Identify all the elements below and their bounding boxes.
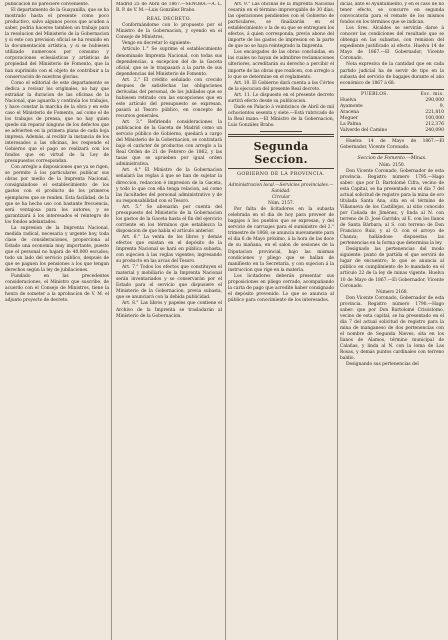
paragraph: Nota expresiva de la cantidad que en cada partido judicial ha de servir de tipo en la subasta del servicio de bagajes durante el año económico de 1867 á 68. (340, 62, 444, 86)
paragraph: Los Sres. Alcaldes se servirán darse á conocer las condiciones del resultado que se obtenga en las subastas, con remision del expediente justificado al efecto. Huelva 14 de Mayo de 1867.—El Gobernador, Vicente Coronado. (340, 26, 444, 62)
column-rule (111, 0, 112, 640)
table-cell: Aracena (340, 109, 359, 115)
column-3 (228, 2, 334, 638)
article: Art. 3.° Refiriendo consideraciones la publicacion de la Gaceta de Madrid como un servicio público de Gobierno, quedará a cargo del Ministerio de la Gobernacion, se contratará bajo el carácter de productos con arreglo a la Real Orden de 21 de Febrero de 1862, y las tasas que se aprueben por igual orden administrativa. (116, 120, 222, 168)
paragraph: El departamento de la Guayanilla, que se ha mostrado hasta el presente como poco productivo, salvo algunos pocos que acuden a saber, podria hacerse tambien un trabajo para la resolucion del Ministerio de la Gobernacion y si este con prevision oficial se ha reunido en la documentación artística, y si se hubiesen utilizado numerosos por consumo y corporaciones eclesiásticas y artísticas de propiedad del Ministerio de Fomento, que la han suprimido con el objeto de contribuir a la conservación de nuestras glorias. (5, 8, 109, 80)
paragraph: Conformándome con lo propuesto por el Ministro de la Gobernacion, y oyendo en el Consejo de Ministros, (116, 23, 222, 41)
paragraph: publicacion no parecíere conveniente. (5, 2, 90, 7)
divider (260, 131, 302, 132)
paragraph: Designando sus pertenencias del (346, 362, 419, 368)
table-cell: 290,000 (425, 97, 444, 103)
paragraph: Con arreglo a disposiciones que ya se rigen, se permite á los particulares publicar sus obras por medio de la Imprenta Nacional, consignándose el establecimiento de los gastos con el producto de los primeros ejemplares que se renden. Esta facilidad, de la que se ha hecho uso con bastante frecuencia, será ventajosa para los autores, y se garantizará á los interesados el reintegro de los fondos adelantados. (5, 165, 109, 225)
table-cell: Moguer (340, 116, 358, 122)
notice-number: Núm. 2150. (379, 162, 405, 168)
pueblos-table (340, 92, 444, 135)
table-cell: Valverde del Camino (340, 128, 388, 134)
section-heading: Seccion de Fomento.—Minas. (357, 156, 427, 162)
article: Art. 11. Lo dispuesto en el presente decreto surtirá efecto desde su publicacion. (228, 92, 334, 104)
table-cell: Huelva (340, 97, 357, 103)
table-cell: 221,810 (425, 109, 444, 115)
paragraph: Huelva 14 de Mayo de 1867.—El Gobernador, Vicente Coronado. (340, 139, 444, 151)
table-cell: La Palma (340, 122, 362, 128)
table-row (340, 128, 444, 134)
article: Art. 8.° Las libros y papeles que contiene el Archivo de la Imprenta se trasladarán al Ministerio de la Gobernacion. (116, 301, 222, 319)
divider (371, 153, 413, 154)
table-cell: Ayamonte (340, 103, 363, 109)
article: Artículo 1.° Se suprime el establecimiento denominado Imprenta Nacional, con todas sus dependencias, a excepcion del de la Gaceta oficial, que se le traspasará a la parte de sus dependencias del Ministerio de Fomento. (116, 47, 222, 77)
paragraph: Los licitadores deberán presentar sus proposiciones en pliego cerrado, acompañando la carta de pago que acredite haber consignado el depósito prevenido. Lo que se anuncia al público para conocimiento de los interesados. (228, 273, 334, 303)
table-cell: 9, (439, 103, 444, 109)
column-4 (340, 2, 444, 638)
article: Art. 10. El Gobierno dará cuenta a las Córtes de la ejecucion del presente Real decreto. (228, 80, 334, 92)
article: Art. 6.° La venta de los libros y demás efectos que existan en el depósito de la Imprenta Nacional se hará en pública subasta, con sujecion á las reglas vigentes; ingresando su producto en las arcas del Tesoro. (116, 234, 222, 265)
divider (228, 134, 334, 137)
decree-title: REAL DECRETO. (146, 17, 192, 23)
paragraph: dicial, ante el Ayuntamiento, y en el caso de no tener efecto, se concurre en segunda convocatoria para el remate de los mismos fondos en los términos que se indican. (340, 2, 444, 26)
circular-number: Núm. 2157. (268, 201, 294, 207)
section-title: Segunda Seccion. (253, 139, 309, 166)
article: Art. 4.° El Ministro de la Gobernacion señalará las reglas á que se han de sujetar la direccion, redaccion é impresion de la Gaceta, y todo lo que con ella tenga relacion, asi como las facultades del personal administrativo y de su responsabilidad con el Tesoro. (116, 168, 222, 204)
paragraph: Como el editorial de este departamento se dedica a revisar los originales, no hay que extrañar la duracion de las oficinas de la Nacional, que aguarda y continúa los trabajos, y hace constar la marcha de la obra y en este caso el Ministerio de Fomento, así como el de los trabajos de prensa, que no hay quien quede sin reparar ninguno de los defectos que se advierten en la primera plana de cada hoja impresa. Además, al recibir la instancia de los interesados a las oficinas, les responde el Gobierno que el pago se realizará con los fondos que en virtud de la Ley de presupuestos correspondan. (5, 80, 109, 165)
divider (228, 168, 334, 169)
column-1 (5, 2, 109, 638)
paragraph: Los encargados de las obras concluidas, en las cuales no hayan de admitirse reclamaciones ulteriores, acreditarán su derecho a percibir el importe de las obras que realicen, con arreglo a lo que se determine en el reglamento. (228, 50, 334, 80)
notice-number: Número 2168. (376, 289, 408, 295)
divider (340, 136, 444, 137)
table-header: Esc. mis. (420, 91, 444, 97)
paragraph: Don Vicente Coronado, Gobernador de esta provincia. Registro número 1790.—Hago saber: que por Don Bartolomé Crisóstomo, vecino de esta capital, se ha presentado en el dia 7 del actual solicitud de registro para la mina de manganeso de dos pertenencias con el nombre de Segunda Nieves, sita en los llanos de Alamos, término municipal de Calañas, y linda al N. con la loma de Las Rosas, y demás puntos cardinales con terreno baldío. (340, 295, 444, 362)
paragraph: Designado las pertenencias del modo siguiente: punto de partida el que servirá de lugar de encuentro; lo que se anuncia al público en cumplimiento de lo mandado en el artículo 22 de la ley de minas vigente. Huelva 10 de Mayo de 1867.—El Gobernador, Vicente Coronado. (340, 247, 444, 289)
table-cell: 240,090 (425, 128, 444, 134)
table-cell: 100,000 (425, 116, 444, 122)
column-rule (225, 0, 226, 640)
table-cell: 212,376 (425, 122, 444, 128)
paragraph: Fundado en las precedentes consideraciones, el Ministro que suscribe, de acuerdo con el Consejo de Ministros, tiene la honra de someter a la aprobacion de V. M. el adjunto proyecto de decreto. (5, 274, 109, 304)
article: Art. 2.° El crédito señalado con crecido despues de satisfechas las obligaciones derivadas del personal, de los jubilados que se hubiesen retirado con las excepciones que en este artículo del presupuesto se expresan, pasará al Tesoro público, en concepto de recursos generales. (116, 77, 222, 119)
paragraph: Madrid 25 de Abril de 1867.—SEÑORA.—A. L. R. P. de V. M.—Luis González Brabo. (116, 2, 222, 14)
paragraph: La supresion de la Imprenta Nacional, medida radical, necesaria y urgente hoy, toda clase de consideraciones, proporciona al Estado una economía muy importante, puesto que el personal no bajará de 40.000 escudos; todo un lado del servicio público, después de que se paguen los pensiones a los que tengan derechos según la ley de jubilaciones. (5, 225, 109, 274)
column-2 (116, 2, 222, 638)
column-rule (337, 0, 338, 640)
paragraph: Don Vicente Coronado, Gobernador de esta provincia. Registro número 1795.—Hago saber: que por D. Bartolomé Cifra, vecino de esta Capital, se ha presentado en el dia 7 del actual solicitud de registro para la mina de oro titulada Santa Ana, sita en el término de Villanueva de los Castillejos, al sitio conocido por Cañada de Jiménez, y linda al N. con terreno de D. José Garrido; al E. con los llanos de Santa Bárbara; al S. con terreno de Don Francisco Ruiz, y al O. con el arroyo de Chanza; hallándose dispuestas las pertenencias en la forma que determina la ley. (340, 168, 444, 247)
paragraph: Por falta de licitadores en la subasta celebrada en el dia de hoy para proveer de bagajes á los pueblos que se expresan, y del servicio de carruajes para el suministro del 2.° trimestre de 1868, se anuncia nuevamente para el dia 6 de Mayo próximo, á la hora de las doce de su mañana, en el salon de sesiones de la Diputacion provincial, bajo las mismas condiciones y pliego que se hallan de manifiesto en la Secretaría, y con sujecion á la instruccion que rige en la materia. (228, 207, 334, 273)
admin-heading: Administracion local.—Servicios provinciales.—Sanidad. (228, 182, 334, 195)
article: Art. 9.° Las oficinas de la Imprenta Nacional cesarán en el término improrogable de 30 días, las operaciones pendientes con el Gobierno de particulares, se finalizarán en el establecimiento o la de su que se entreguen los efectos, á quien corresponda, previo abono del importe de los gastos de impresion en la parte de que no se haya reintegrado la Imprenta. (228, 2, 334, 50)
section-subtitle: GOBIERNO DE LA PROVINCIA. (237, 171, 325, 177)
circular-heading: Circular (271, 195, 291, 201)
article: Art. 5.° Se abonarán por cuenta del presupuesto del Ministerio de la Gobernacion los gastos de la Gaceta hasta el fin del ejercicio corriente en los términos que establezca la disposicion de que habla el artículo anterior. (116, 204, 222, 234)
closing-paragraph: Dado en Palacio á veinticinco de Abril de mil ochocientos sesenta y siete.—Está rubricado de la Real mano.—El Ministro de la Gobernacion, Luis González Brabo. (228, 104, 334, 128)
divider (340, 89, 444, 90)
table-header: PUEBLOS. (361, 91, 389, 97)
divider (260, 180, 302, 181)
article: Art. 7.° Todos los efectos que constituyen el material y mobiliario de la Imprenta Nacional serán inventariados y se conservarán por el Estado para el servicio que dispusiere el Ministerio de la Gobernacion, previa subasta, que se anunciará con la debida publicidad. (116, 265, 222, 301)
paragraph: Vengo en decretar lo siguiente: (122, 41, 191, 47)
